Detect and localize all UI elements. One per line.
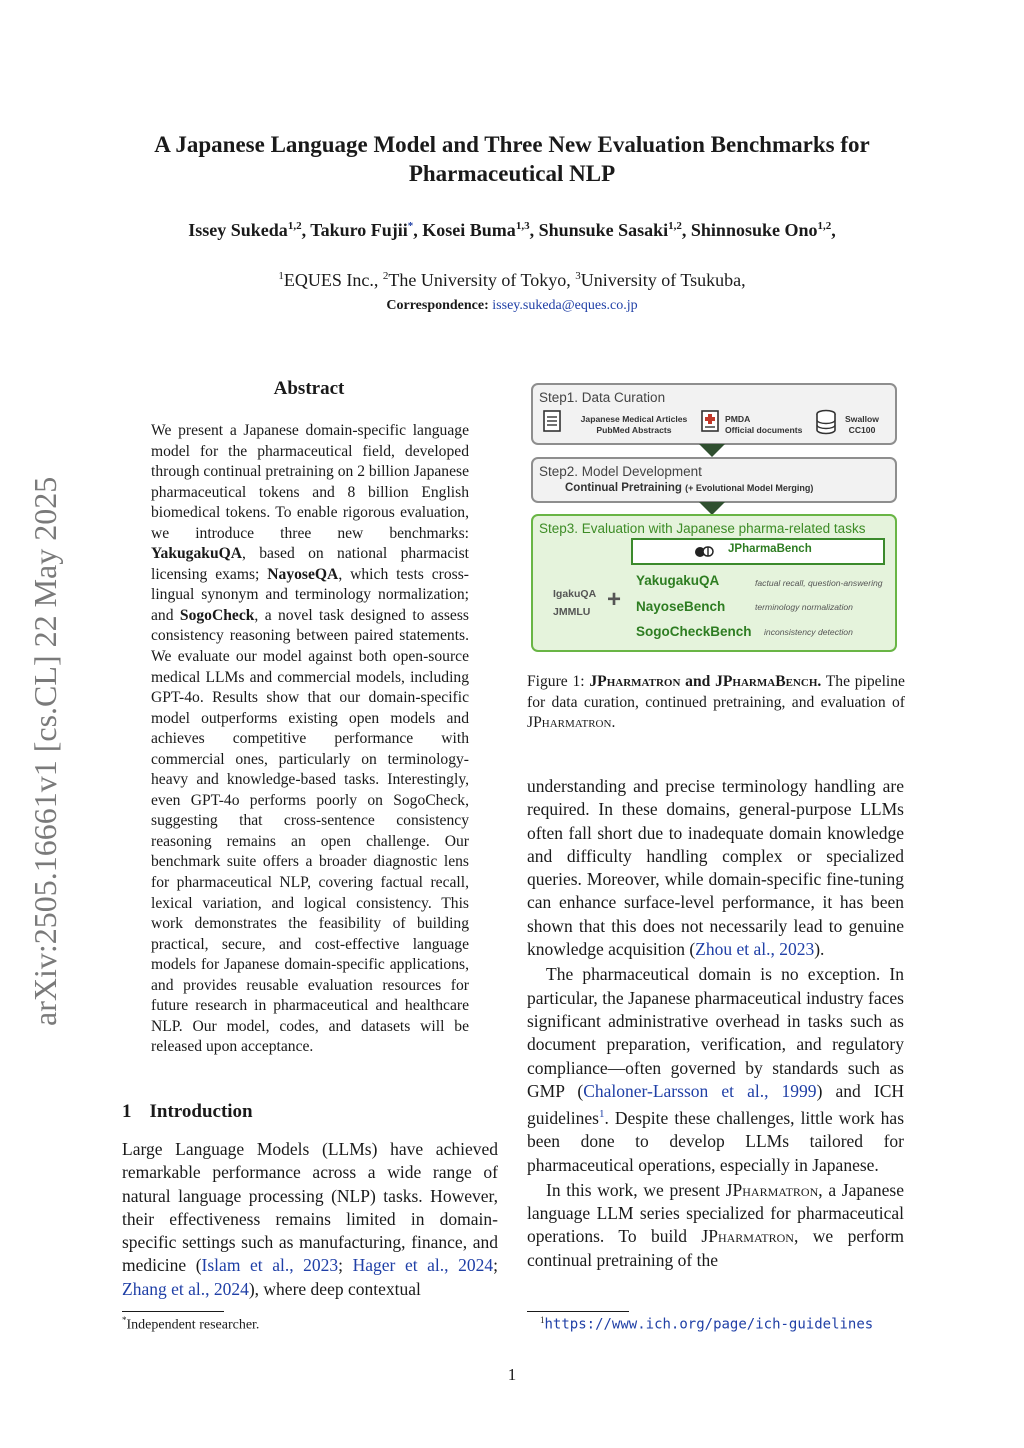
abstract-text: , a novel task designed to assess consistency reasoning between paired statements. We evaluate our model against both open-source medical LLMs and commercial models, including GPT-4o. Results show that our domain-specific model outperforms existing open models and achieves competitive performance with commercial ones, particularly on terminology-heavy and knowledge-based tasks. Interestingly, even GPT-4o performs poorly on SogoCheck, suggesting that cross-sentence consistency reasoning remains an open challenge. Our benchmark suite offers a broader diagnostic lens for pharmaceutical NLP, covering factual recall, lexical variation, and logical consistency. This work demonstrates the feasibility of building practical, secure, and cost-effective language models for Japanese domain-specific applications, and provides reusable evaluation resources for future research in pharmaceutical and healthcare NLP. Our model, codes, and datasets will be released upon acceptance. <box>151 606 469 1056</box>
jpharmabench-title: JPharmaBench <box>728 543 812 555</box>
source-pmda <box>725 414 825 436</box>
body-paragraph <box>527 775 904 961</box>
author-name: Takuro Fujii <box>310 220 408 240</box>
author-name: Issey Sukeda <box>188 220 288 240</box>
source-line: Official documents <box>725 425 803 435</box>
affiliation: EQUES Inc., <box>283 270 379 290</box>
benchmark-desc: terminology normalization <box>755 602 853 612</box>
footnote-rule <box>122 1311 224 1312</box>
citation-link[interactable]: Hager et al., 2024 <box>352 1255 494 1276</box>
source-swallow <box>837 414 887 436</box>
benchmark-item: NayoseBench <box>636 599 726 614</box>
document-icon <box>543 410 561 432</box>
author-sup: 1,2 <box>287 220 302 232</box>
step3-box <box>531 514 897 652</box>
database-icon <box>815 409 837 435</box>
body-text: , a Japanese language LLM series specialized for pharmaceutical operations. To build JP <box>527 1179 904 1247</box>
step2-label: Step2. Model Development <box>539 464 702 479</box>
source-line: CC100 <box>848 425 876 435</box>
caption-text: harmatron <box>541 714 612 731</box>
affiliation: The University of Tokyo, <box>388 270 571 290</box>
step2-main: Continual Pretraining <box>565 482 682 494</box>
body-text: harmatron <box>742 1179 819 1200</box>
correspondence-label: Correspondence: <box>386 298 489 313</box>
benchmark-name: YakugakuQA <box>151 545 243 563</box>
caption-text: harmatron <box>606 673 681 690</box>
correspondence <box>60 298 964 314</box>
benchmark-desc: factual recall, question-answering <box>755 578 883 588</box>
author-name: Shunsuke Sasaki <box>538 220 669 240</box>
footnote-right <box>540 1315 873 1333</box>
plus-icon: + <box>607 586 622 613</box>
caption-text: ench <box>785 673 818 690</box>
footnote-mark: 1 <box>540 1315 545 1325</box>
body-text: Large Language Models (LLMs) have achieved remarkable performance across a wide range of natural language processing (NLP) tasks. However, their effectiveness remains limited in domain-specific settings such as manufacturing, finance, and medicine ( <box>122 1139 498 1276</box>
page-number: 1 <box>507 1365 517 1384</box>
step1-label: Step1. Data Curation <box>539 390 666 405</box>
caption-text: JP <box>589 673 607 690</box>
affiliations <box>60 270 964 291</box>
body-paragraph <box>527 963 904 1177</box>
caption-text: . <box>611 714 616 731</box>
step3-label: Step3. Evaluation with Japanese pharma-related tasks <box>539 521 866 536</box>
abstract-text: We present a Japanese domain-specific language model for the pharmaceutical field, developed through continual pretraining on 2 billion Japanese pharmaceutical tokens and 8 billion English biomedical tokens. To enable rigorous evaluation, we introduce three new benchmarks: <box>151 422 469 542</box>
flow-arrow <box>699 444 725 457</box>
step1-box <box>531 383 897 445</box>
affil-sup: 2 <box>382 270 389 282</box>
source-medical-articles <box>569 414 699 436</box>
medical-document-icon <box>701 410 719 432</box>
citation-link[interactable]: Zhou et al., 2023 <box>695 939 815 960</box>
body-text: understanding and precise terminology handling are required. In these domains, general-purpose LLMs often fall short due to inadequate domain knowledge and difficulty handling complex or specialized queries. Moreover, while domain-specific fine-tuning can enhance surface-level performance, it has been shown that this does not necessarily lead to genuine knowledge acquisition ( <box>527 776 904 960</box>
body-text: ; <box>493 1255 498 1276</box>
step2-content <box>565 482 813 494</box>
side-benchmark: IgakuQA <box>553 588 597 600</box>
benchmark-name: SogoCheck <box>179 606 255 624</box>
caption-text: The pipeline for data curation, continued pretraining, and evaluation of JP <box>527 673 905 731</box>
benchmark-desc: inconsistency detection <box>764 627 853 637</box>
jpharmabench-box <box>631 538 885 565</box>
affiliation: University of Tsukuba, <box>580 270 746 290</box>
caption-text: JP <box>715 673 733 690</box>
caption-text: harma <box>732 673 776 690</box>
body-text: ), where deep contextual <box>248 1278 421 1299</box>
author-list: Issey Sukeda$^{1,2}$, Takuro Fujii*, Kosei Buma$^{1,3}$, Shunsuke Sasaki$^{1,2}$, Shinnosuke Ono$^{1,2}$, <box>188 220 836 240</box>
author-name: Shinnosuke Ono <box>690 220 818 240</box>
affil-sup: 3 <box>575 270 581 282</box>
author-sup: 1,2 <box>668 220 682 232</box>
affil-sup: 1 <box>278 270 284 282</box>
body-text: The pharmaceutical domain is no exception. In particular, the Japanese pharmaceutical industry faces significant administrative overhead in tasks such as document preparation, verification, and regulatory compliance—often governed by standards such as GMP ( <box>527 964 904 1101</box>
body-text: ; <box>338 1255 353 1276</box>
right-column-body <box>527 775 904 1272</box>
citation-link[interactable]: Islam et al., 2023 <box>201 1255 339 1276</box>
abstract-body <box>151 421 469 1058</box>
citation-link[interactable]: Zhang et al., 2024 <box>122 1278 249 1299</box>
body-text: harmatron <box>717 1226 794 1247</box>
correspondence-email-link[interactable]: issey.sukeda@eques.co.jp <box>492 298 638 313</box>
figure-1 <box>531 383 897 651</box>
abstract-text: , based on national pharmacist licensing exams; <box>151 545 469 583</box>
figure-caption <box>527 672 905 734</box>
intro-paragraph <box>122 1138 498 1301</box>
section-title: Introduction <box>149 1101 253 1122</box>
title-line-2: Pharmaceutical NLP <box>408 161 616 186</box>
source-line: PMDA <box>725 414 751 424</box>
footnote-text: Independent researcher. <box>126 1317 260 1333</box>
arxiv-identifier: arXiv:2505.16661v1 [cs.CL] 22 May 2025 <box>27 476 63 1026</box>
section-number: 1 <box>122 1101 132 1122</box>
body-text: In this work, we present JP <box>546 1179 743 1200</box>
abstract-text: , which tests cross-lingual synonym and terminology normalization; and <box>151 565 470 624</box>
author-sup: 1,2 <box>817 220 832 232</box>
caption-text: and <box>680 673 716 690</box>
author-sup: 1,3 <box>515 220 530 232</box>
body-text: ) and ICH guidelines <box>527 1080 904 1128</box>
paper-title <box>100 130 924 188</box>
footnote-rule <box>527 1311 629 1312</box>
body-text: , we perform continual pretraining of the <box>527 1226 904 1270</box>
source-line: Japanese Medical Articles <box>580 414 688 424</box>
title-line-1: A Japanese Language Model and Three New Evaluation Benchmarks for <box>154 132 870 157</box>
pill-icon <box>694 544 714 559</box>
footnote-left <box>122 1315 259 1334</box>
caption-bold <box>589 673 821 690</box>
caption-text: B <box>775 673 786 690</box>
body-text: ). <box>814 939 825 960</box>
footnote-mark: * <box>122 1315 127 1325</box>
abstract-heading: Abstract <box>273 378 345 399</box>
step2-extra: (+ Evolutional Model Merging) <box>685 483 814 493</box>
body-text: . Despite these challenges, little work has been done to develop LLMs tailored for pharmaceutical operations, especially in Japanese. <box>527 1107 904 1175</box>
footnote-url-link[interactable]: https://www.ich.org/page/ich-guidelines <box>544 1316 874 1333</box>
benchmark-item: SogoCheckBench <box>636 624 752 639</box>
author-sup: * <box>407 220 414 232</box>
step2-box <box>531 457 897 503</box>
footnote-link[interactable]: 1 <box>598 1108 605 1121</box>
caption-text: . <box>817 673 822 690</box>
benchmark-name: NayoseQA <box>267 565 339 583</box>
benchmark-item: YakugakuQA <box>636 573 720 588</box>
section-heading <box>122 1101 253 1123</box>
source-line: PubMed Abstracts <box>596 425 672 435</box>
author-name: Kosei Buma <box>422 220 516 240</box>
side-benchmark: JMMLU <box>553 606 591 618</box>
caption-prefix: Figure 1: <box>527 673 590 690</box>
citation-link[interactable]: Chaloner-Larsson et al., 1999 <box>583 1080 817 1101</box>
body-paragraph <box>527 1179 904 1272</box>
source-line: Swallow <box>845 414 879 424</box>
